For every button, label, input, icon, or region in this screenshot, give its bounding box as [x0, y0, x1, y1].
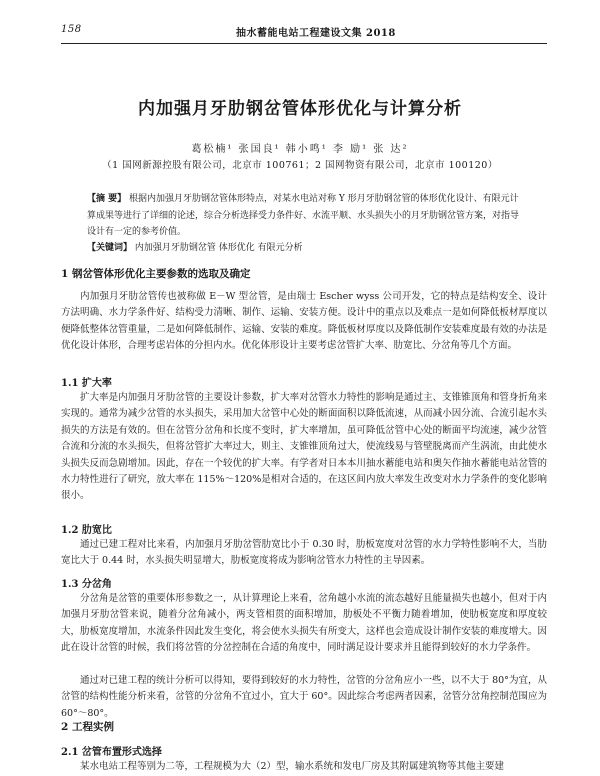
body-paragraph: 扩大率是内加强月牙肋岔管的主要设计参数，扩大率对岔管水力特性的影响是通过主、支锥锥顶角和管身折角来实现的。通常为减少岔管的水头损失，采用加大岔管中心处的断面面积以降低流速，从而减小因分流、合流引起水头损失的方法是有效的。但在岔管分岔角和长度不变时，扩大率增加，虽可降低岔管中心处的断面平均流速，减少岔管合流和分流的水头损失，但将岔管扩大率过大，则主、支锥锥顶角过大，使流线易与管壁脱离而产生涡流，由此使水头损失反而急剧增加。因此，存在一个较优的扩大率。有学者对日本本川抽水蓄能电站和奥矢作抽水蓄能电站岔管的水力特性进行了研究，放大率在 115%～120%是相对合适的，在这区间内放大率发生改变对水力学条件的变化影响很小。	[61, 392, 547, 502]
keywords-label: 【关键词】	[87, 243, 133, 253]
body-paragraph: 分岔角是岔管的重要体形参数之一，从计算理论上来看，岔角越小水流的流态越好且能量损失也越小，但对于内加强月牙肋岔管来说，随着分岔角减小，两支管相贯的面积增加，肋板处不平衡力随着增加，使肋板宽度和厚度较大，肋板宽度增加，水流条件因此发生变化，将会使水头损失有所变大，这样也会造成设计制作安装的难度增大。因此在设计岔管的时候，我们将岔管的分岔控制在合适的角度中，同时满足设计要求并且能得到较好的水力学条件。	[61, 593, 547, 654]
subsection-heading: 1.2 肋宽比	[61, 525, 112, 536]
abstract-text: 根据内加强月牙肋钢岔管体形特点，对某水电站对称 Y 形月牙肋钢岔管的体形优化设计、有限元计算成果等进行了详细的论述，综合分析选择受力条件好、水流平顺、水头损失小的月牙肋钢岔管方案，对指导设计有一定的参考价值。	[87, 194, 520, 237]
keywords-text: 内加强月牙肋钢岔管 体形优化 有限元分析	[134, 243, 303, 253]
body-paragraph: 通过对已建工程的统计分析可以得知，要得到较好的水力特性，岔管的分岔角应小一些，以不大于 80°为宜，从岔管的结构性能分析来看，岔管的分岔角不宜过小，宜大于 60°。因此综合考虑两者因素，岔管分岔角控制范围应为 60°～80°。	[61, 675, 547, 719]
subsection-heading: 2.1 岔管布置形式选择	[61, 747, 162, 758]
subsection-heading: 1.3 分岔角	[61, 579, 112, 590]
affiliation: （1 国网新源控股有限公司，北京市 100761；2 国网物资有限公司，北京市 100120）	[102, 160, 498, 171]
keywords	[87, 240, 527, 253]
body-paragraph: 通过已建工程对比来看，内加强月牙肋岔管肋宽比小于 0.30 时，肋板宽度对岔管的水力学特性影响不大，当肋宽比大于 0.44 时，水头损失明显增大，肋板宽度将成为影响岔管水力特性的主导因素。	[61, 539, 547, 567]
body-paragraph: 内加强月牙肋岔管传也被称做 E－W 型岔管，是由瑞士 Escher wyss 公司开发，它的特点是结构安全、设计方法明确、水力学条件好、结构受力清晰、制作、运输、安装方便。设计中的重点以及难点一是如何降低板材厚度以便降低整体岔管重量，二是如何降低制作、运输、安装的难度。降低板材厚度以及降低制作安装难度最有效的办法是优化设计体形，合理考虑岩体的分担内水。优化体形设计主要考虑岔管扩大率、肋宽比、分岔角等几个方面。	[61, 291, 547, 352]
section-heading: 2 工程实例	[61, 721, 114, 733]
abstract-label: 【摘 要】	[87, 194, 127, 204]
paper-title: 内加强月牙肋钢岔管体形优化与计算分析	[138, 99, 462, 119]
section-heading: 1 钢岔管体形优化主要参数的选取及确定	[61, 268, 251, 280]
journal-title: 抽水蓄能电站工程建设文集 2018	[236, 28, 396, 39]
abstract	[87, 191, 527, 241]
page-number: 158	[61, 24, 82, 35]
subsection-heading: 1.1 扩大率	[61, 378, 112, 389]
running-head	[61, 24, 547, 40]
author-list: 葛松楠¹ 张国良¹ 韩小鸣¹ 李 励¹ 张 达²	[191, 144, 409, 155]
body-paragraph: 某水电站工程等别为二等，工程规模为大（2）型，输水系统和发电厂房及其附属建筑物等其他主要建	[80, 761, 505, 772]
header-rule	[61, 43, 547, 44]
